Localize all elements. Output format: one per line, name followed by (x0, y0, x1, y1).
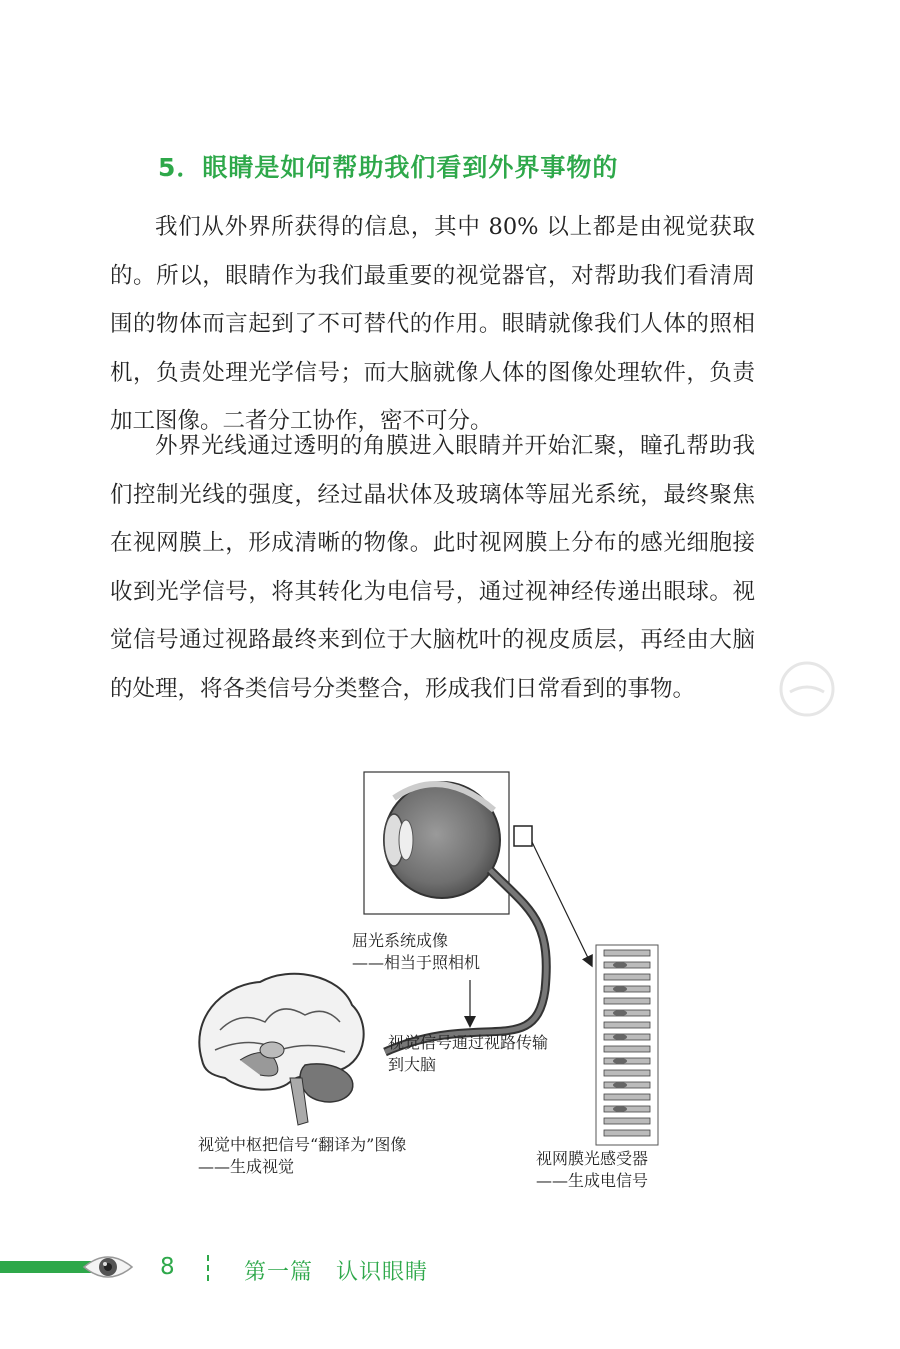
brain-caption-line2: ——生成视觉 (198, 1157, 295, 1176)
eye-icon (82, 1251, 134, 1283)
retina-caption-line1: 视网膜光感受器 (536, 1149, 649, 1168)
watermark-seal-icon (778, 660, 836, 718)
brain-caption-line1: 视觉中枢把信号“翻译为”图像 (198, 1135, 407, 1154)
lens (399, 820, 413, 860)
eye-caption-line2: ——相当于照相机 (352, 953, 481, 972)
path-caption-line2: 到大脑 (388, 1055, 437, 1074)
paragraph-1: 我们从外界所获得的信息，其中 80% 以上都是由视觉获取的。所以，眼睛作为我们最重要的视觉器官，对帮助我们看清周围的物体而言起到了不可替代的作用。眼睛就像我们人体的照相机，负责处理光学信号；而大脑就像人体的图像处理软件，负责加工图像。二者分工协作，密不可分。 (110, 214, 755, 434)
section-heading: 5．眼睛是如何帮助我们看到外界事物的 (158, 153, 619, 182)
footer-section-title: 第一篇 认识眼睛 (244, 1260, 429, 1285)
eye-caption-line1: 屈光系统成像 (352, 931, 449, 950)
retina-box (514, 826, 532, 846)
paragraph-2: 外界光线通过透明的角膜进入眼睛并开始汇聚，瞳孔帮助我们控制光线的强度，经过晶状体及玻璃体等屈光系统，最终聚焦在视网膜上，形成清晰的物像。此时视网膜上分布的感光细胞接收到光学信号，将其转化为电信号，通过视神经传递出眼球。视觉信号通过视路最终来到位于大脑枕叶的视皮质层，再经由大脑的处理，将各类信号分类整合，形成我们日常看到的事物。 (110, 433, 755, 702)
eye-vision-diagram (180, 760, 700, 1200)
page-number: 8 (160, 1254, 175, 1280)
footer-divider (207, 1255, 211, 1281)
photoreceptor-panel (596, 945, 658, 1145)
brain-illustration (199, 974, 363, 1125)
path-caption-line1: 视觉信号通过视路传输 (388, 1033, 549, 1052)
retina-caption-line2: ——生成电信号 (536, 1171, 649, 1190)
